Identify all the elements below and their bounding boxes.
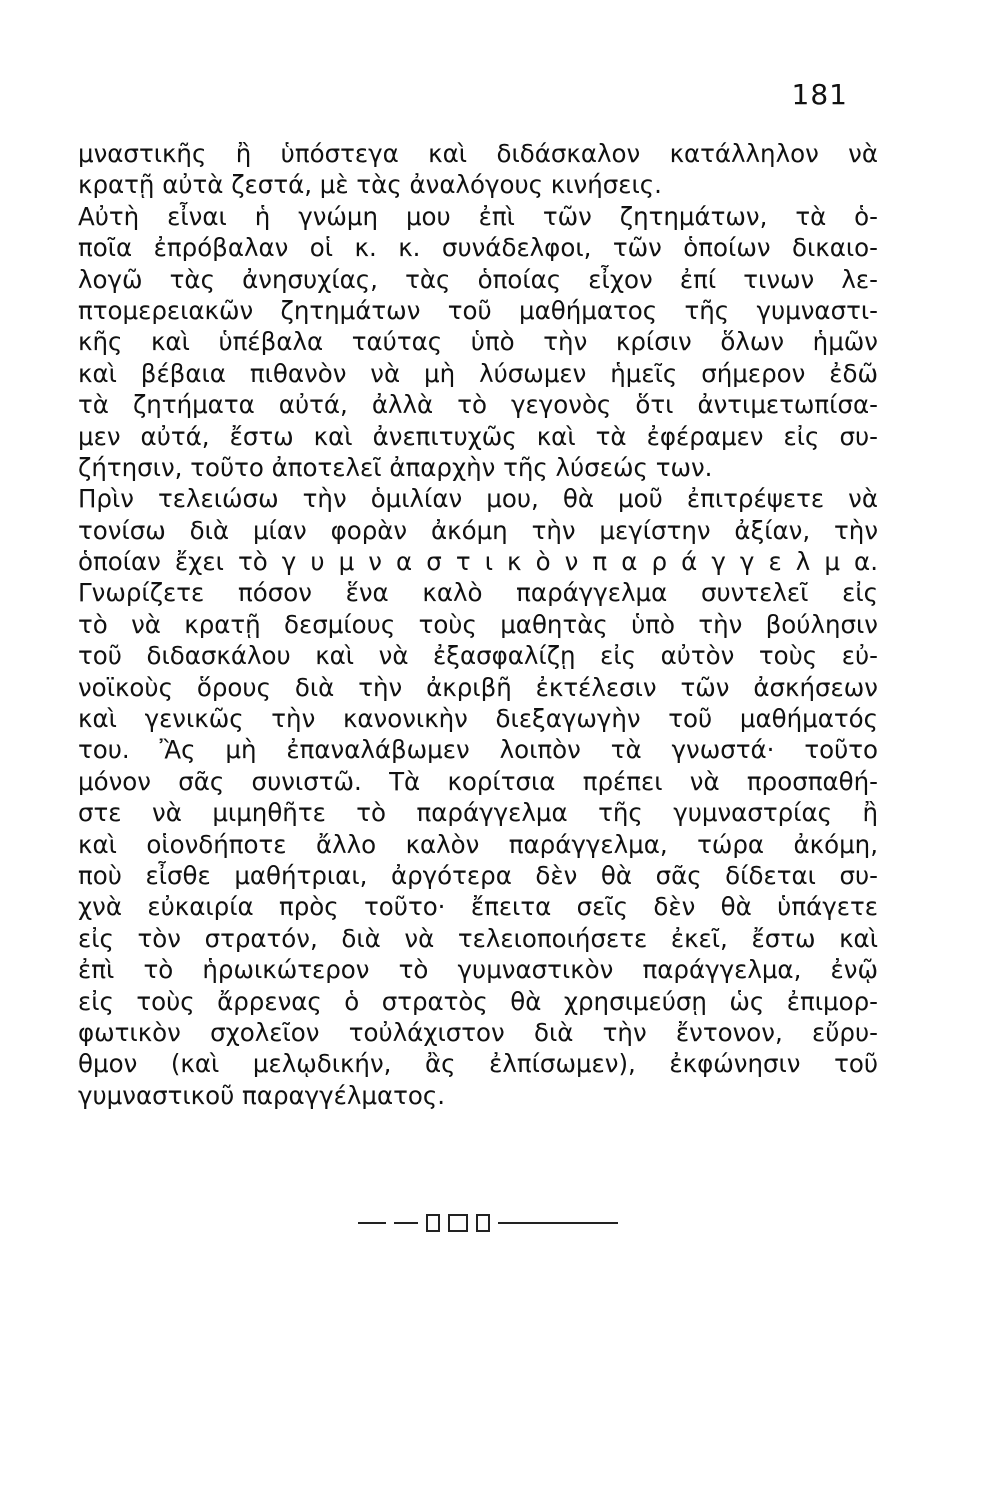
text-line: στε νὰ μιμηθῆτε τὸ παράγγελμα τῆς γυμναστρίας ἢ: [78, 798, 878, 828]
text-line: τονίσω διὰ μίαν φορὰν ἀκόμη τὴν μεγίστην ἀξίαν, τὴν: [78, 515, 878, 545]
text-line: εἰς τοὺς ἄρρενας ὁ στρατὸς θὰ χρησιμεύσῃ ὡς ἐπιμορ-: [78, 986, 878, 1016]
text-line: καὶ οἱονδήποτε ἄλλο καλὸν παράγγελμα, τώρα ἀκόμη,: [78, 829, 878, 859]
ornament-box: [476, 1214, 490, 1232]
text-line: κρατῇ αὐτὰ ζεστά, μὲ τὰς ἀναλόγους κινήσεις.: [78, 170, 662, 200]
text-line: Πρὶν τελειώσω τὴν ὁμιλίαν μου, θὰ μοῦ ἐπιτρέψετε νὰ: [78, 484, 878, 514]
body-text: [78, 138, 878, 1111]
text-line: κῆς καὶ ὑπέβαλα ταύτας ὑπὸ τὴν κρίσιν ὅλων ἡμῶν: [78, 327, 878, 357]
text-line: του. Ἂς μὴ ἐπαναλάβωμεν λοιπὸν τὰ γνωστά· τοῦτο: [78, 735, 878, 765]
text-line: ὁποίαν ἔχει τὸ γ υ μ ν α σ τ ι κ ὸ ν π α ρ ά γ γ ε λ μ α.: [78, 547, 878, 577]
text-line: ζήτησιν, τοῦτο ἀποτελεῖ ἀπαρχὴν τῆς λύσεώς των.: [78, 452, 713, 482]
ornament-box: [448, 1214, 468, 1232]
text-line: Γνωρίζετε πόσον ἕνα καλὸ παράγγελμα συντελεῖ εἰς: [78, 578, 878, 608]
text-line: καὶ βέβαια πιθανὸν νὰ μὴ λύσωμεν ἡμεῖς σήμερον ἐδῶ: [78, 358, 878, 388]
page-number: 181: [791, 78, 848, 111]
text-line: μόνον σᾶς συνιστῶ. Τὰ κορίτσια πρέπει νὰ προσπαθή-: [78, 766, 878, 796]
text-line: ποῖα ἐπρόβαλαν οἱ κ. κ. συνάδελφοι, τῶν ὁποίων δικαιο-: [78, 233, 878, 263]
text-line: καὶ γενικῶς τὴν κανονικὴν διεξαγωγὴν τοῦ μαθήματός: [78, 704, 878, 734]
end-ornament: [358, 1208, 688, 1238]
text-line: μεν αὐτά, ἔστω καὶ ἀνεπιτυχῶς καὶ τὰ ἐφέραμεν εἰς συ-: [78, 421, 878, 451]
text-line: θμον (καὶ μελῳδικήν, ἂς ἐλπίσωμεν), ἐκφώνησιν τοῦ: [78, 1049, 878, 1079]
ornament-box: [426, 1214, 440, 1232]
ornament-dash: [498, 1222, 618, 1224]
text-line: μναστικῆς ἢ ὑπόστεγα καὶ διδάσκαλον κατάλληλον νὰ: [78, 139, 878, 168]
text-line: τὸ νὰ κρατῇ δεσμίους τοὺς μαθητὰς ὑπὸ τὴν βούλησιν: [78, 609, 878, 639]
text-line: Αὐτὴ εἶναι ἡ γνώμη μου ἐπὶ τῶν ζητημάτων, τὰ ὁ-: [78, 201, 878, 231]
text-line: χνὰ εὐκαιρία πρὸς τοῦτο· ἔπειτα σεῖς δὲν θὰ ὑπάγετε: [78, 892, 878, 922]
text-line: εἰς τὸν στρατόν, διὰ νὰ τελειοποιήσετε ἐκεῖ, ἔστω καὶ: [78, 923, 878, 953]
text-line: τὰ ζητήματα αὐτά, ἀλλὰ τὸ γεγονὸς ὅτι ἀντιμετωπίσα-: [78, 390, 878, 420]
ornament-dash: [394, 1222, 418, 1224]
text-line: λογῶ τὰς ἀνησυχίας, τὰς ὁποίας εἶχον ἐπί τινων λε-: [78, 264, 878, 294]
text-line: τοῦ διδασκάλου καὶ νὰ ἐξασφαλίζῃ εἰς αὐτὸν τοὺς εὐ-: [78, 641, 878, 671]
text-line: ποὺ εἶσθε μαθήτριαι, ἀργότερα δὲν θὰ σᾶς δίδεται συ-: [78, 860, 878, 890]
text-line: φωτικὸν σχολεῖον τοὐλάχιστον διὰ τὴν ἔντονον, εὔρυ-: [78, 1017, 878, 1047]
text-line: πτομερειακῶν ζητημάτων τοῦ μαθήματος τῆς γυμναστι-: [78, 295, 878, 325]
text-line: νοϊκοὺς ὅρους διὰ τὴν ἀκριβῆ ἐκτέλεσιν τῶν ἀσκήσεων: [78, 672, 878, 702]
text-line: ἐπὶ τὸ ἡρωικώτερον τὸ γυμναστικὸν παράγγελμα, ἐνῷ: [78, 955, 878, 985]
ornament-dash: [358, 1222, 386, 1224]
text-line: γυμναστικοῦ παραγγέλματος.: [78, 1080, 446, 1110]
